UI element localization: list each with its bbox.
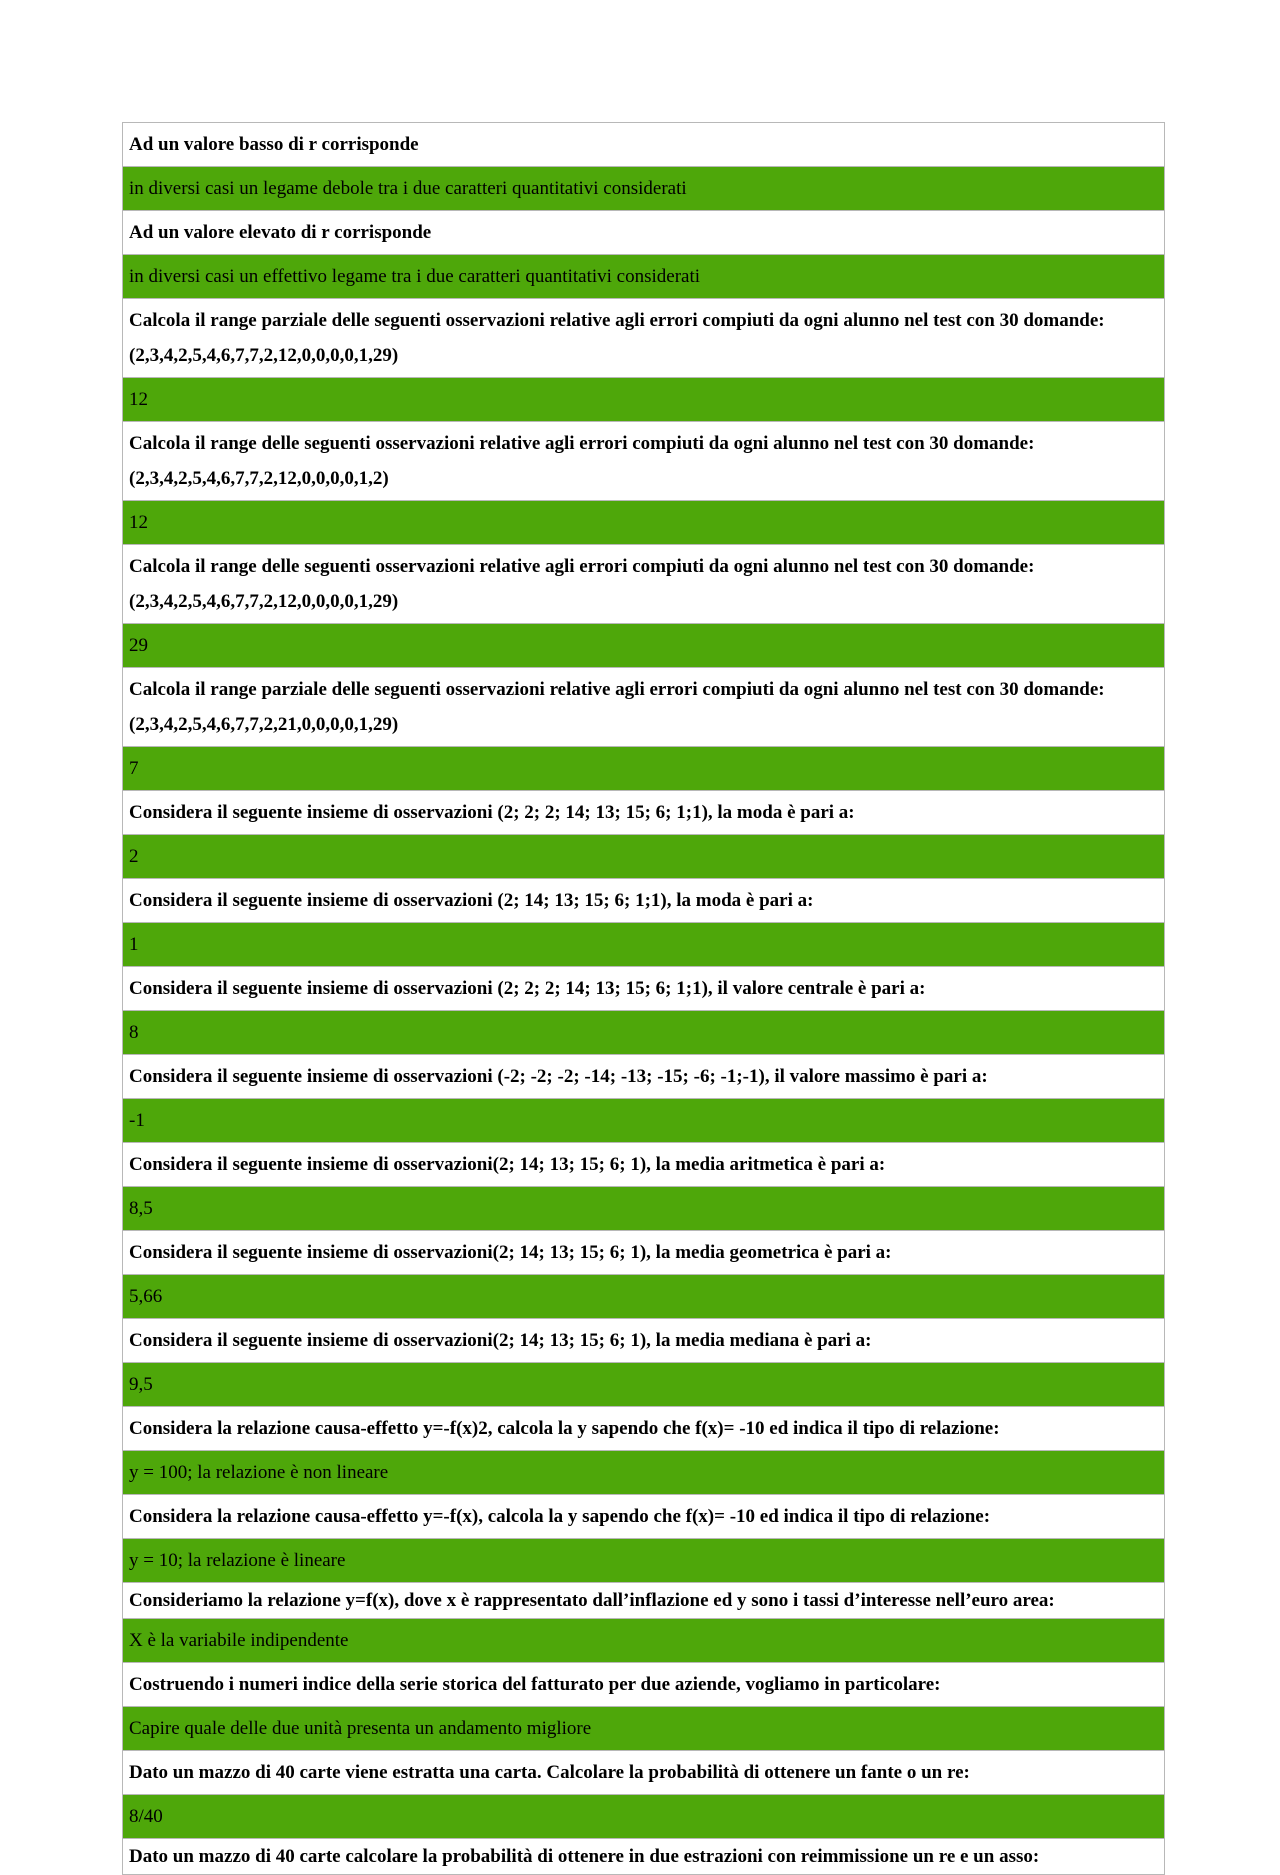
answer-cell: 8 [123,1011,1165,1055]
answer-row [123,378,1165,422]
answer-row [123,1363,1165,1407]
question-cell: Considera il seguente insieme di osservazioni(2; 14; 13; 15; 6; 1), la media aritmetica è pari a: [123,1143,1165,1187]
question-cell: Considera il seguente insieme di osservazioni(2; 14; 13; 15; 6; 1), la media mediana è pari a: [123,1319,1165,1363]
question-row [123,545,1165,624]
answer-row [123,255,1165,299]
question-cell: Calcola il range parziale delle seguenti osservazioni relative agli errori compiuti da ogni alunno nel test con 30 domande: (2,3,4,2,5,4,6,7,7,2,21,0,0,0,0,1,29) [123,668,1165,747]
question-cell: Calcola il range delle seguenti osservazioni relative agli errori compiuti da ogni alunno nel test con 30 domande: (2,3,4,2,5,4,6,7,7,2,12,0,0,0,0,1,2) [123,422,1165,501]
answer-cell: 5,66 [123,1275,1165,1319]
answer-row [123,1619,1165,1663]
answer-cell: 8/40 [123,1795,1165,1839]
question-row [123,668,1165,747]
question-cell: Dato un mazzo di 40 carte calcolare la probabilità di ottenere in due estrazioni con reimmissione un re e un asso: [123,1839,1165,1875]
answer-cell: 12 [123,501,1165,545]
question-row [123,879,1165,923]
question-row [123,1495,1165,1539]
answer-row [123,167,1165,211]
question-cell: Costruendo i numeri indice della serie storica del fatturato per due aziende, vogliamo in particolare: [123,1663,1165,1707]
answer-cell: 8,5 [123,1187,1165,1231]
answer-row [123,1187,1165,1231]
question-cell: Considera la relazione causa-effetto y=-f(x)2, calcola la y sapendo che f(x)= -10 ed indica il tipo di relazione: [123,1407,1165,1451]
answer-row [123,1275,1165,1319]
answer-row [123,624,1165,668]
answer-cell: y = 100; la relazione è non lineare [123,1451,1165,1495]
answer-row [123,1707,1165,1751]
answer-cell: 1 [123,923,1165,967]
answer-row [123,1451,1165,1495]
question-row [123,1751,1165,1795]
answer-cell: -1 [123,1099,1165,1143]
question-row [123,1839,1165,1875]
question-cell: Considera il seguente insieme di osservazioni (-2; -2; -2; -14; -13; -15; -6; -1;-1), il valore massimo è pari a: [123,1055,1165,1099]
question-cell: Considera il seguente insieme di osservazioni (2; 2; 2; 14; 13; 15; 6; 1;1), la moda è pari a: [123,791,1165,835]
question-row [123,1663,1165,1707]
question-row [123,1583,1165,1619]
answer-row [123,1011,1165,1055]
answer-row [123,1539,1165,1583]
question-row [123,967,1165,1011]
question-cell: Considera il seguente insieme di osservazioni (2; 2; 2; 14; 13; 15; 6; 1;1), il valore centrale è pari a: [123,967,1165,1011]
question-cell: Dato un mazzo di 40 carte viene estratta una carta. Calcolare la probabilità di ottenere un fante o un re: [123,1751,1165,1795]
answer-cell: 29 [123,624,1165,668]
question-row [123,299,1165,378]
question-cell: Calcola il range parziale delle seguenti osservazioni relative agli errori compiuti da ogni alunno nel test con 30 domande: (2,3,4,2,5,4,6,7,7,2,12,0,0,0,0,1,29) [123,299,1165,378]
answer-row [123,923,1165,967]
question-cell: Considera il seguente insieme di osservazioni (2; 14; 13; 15; 6; 1;1), la moda è pari a: [123,879,1165,923]
question-row [123,123,1165,167]
question-cell: Ad un valore basso di r corrisponde [123,123,1165,167]
question-cell: Calcola il range delle seguenti osservazioni relative agli errori compiuti da ogni alunno nel test con 30 domande: (2,3,4,2,5,4,6,7,7,2,12,0,0,0,0,1,29) [123,545,1165,624]
qa-table [122,122,1165,1875]
answer-cell: 2 [123,835,1165,879]
answer-row [123,747,1165,791]
answer-row [123,835,1165,879]
answer-row [123,501,1165,545]
question-row [123,1055,1165,1099]
answer-cell: in diversi casi un legame debole tra i due caratteri quantitativi considerati [123,167,1165,211]
question-row [123,1231,1165,1275]
answer-row [123,1099,1165,1143]
question-row [123,422,1165,501]
question-row [123,211,1165,255]
answer-cell: 7 [123,747,1165,791]
question-cell: Ad un valore elevato di r corrisponde [123,211,1165,255]
question-row [123,1319,1165,1363]
question-row [123,791,1165,835]
question-row [123,1407,1165,1451]
question-row [123,1143,1165,1187]
answer-cell: X è la variabile indipendente [123,1619,1165,1663]
question-cell: Consideriamo la relazione y=f(x), dove x è rappresentato dall’inflazione ed y sono i tassi d’interesse nell’euro area: [123,1583,1165,1619]
answer-cell: in diversi casi un effettivo legame tra i due caratteri quantitativi considerati [123,255,1165,299]
answer-cell: Capire quale delle due unità presenta un andamento migliore [123,1707,1165,1751]
question-cell: Considera il seguente insieme di osservazioni(2; 14; 13; 15; 6; 1), la media geometrica è pari a: [123,1231,1165,1275]
answer-cell: 12 [123,378,1165,422]
answer-cell: y = 10; la relazione è lineare [123,1539,1165,1583]
answer-row [123,1795,1165,1839]
answer-cell: 9,5 [123,1363,1165,1407]
question-cell: Considera la relazione causa-effetto y=-f(x), calcola la y sapendo che f(x)= -10 ed indica il tipo di relazione: [123,1495,1165,1539]
